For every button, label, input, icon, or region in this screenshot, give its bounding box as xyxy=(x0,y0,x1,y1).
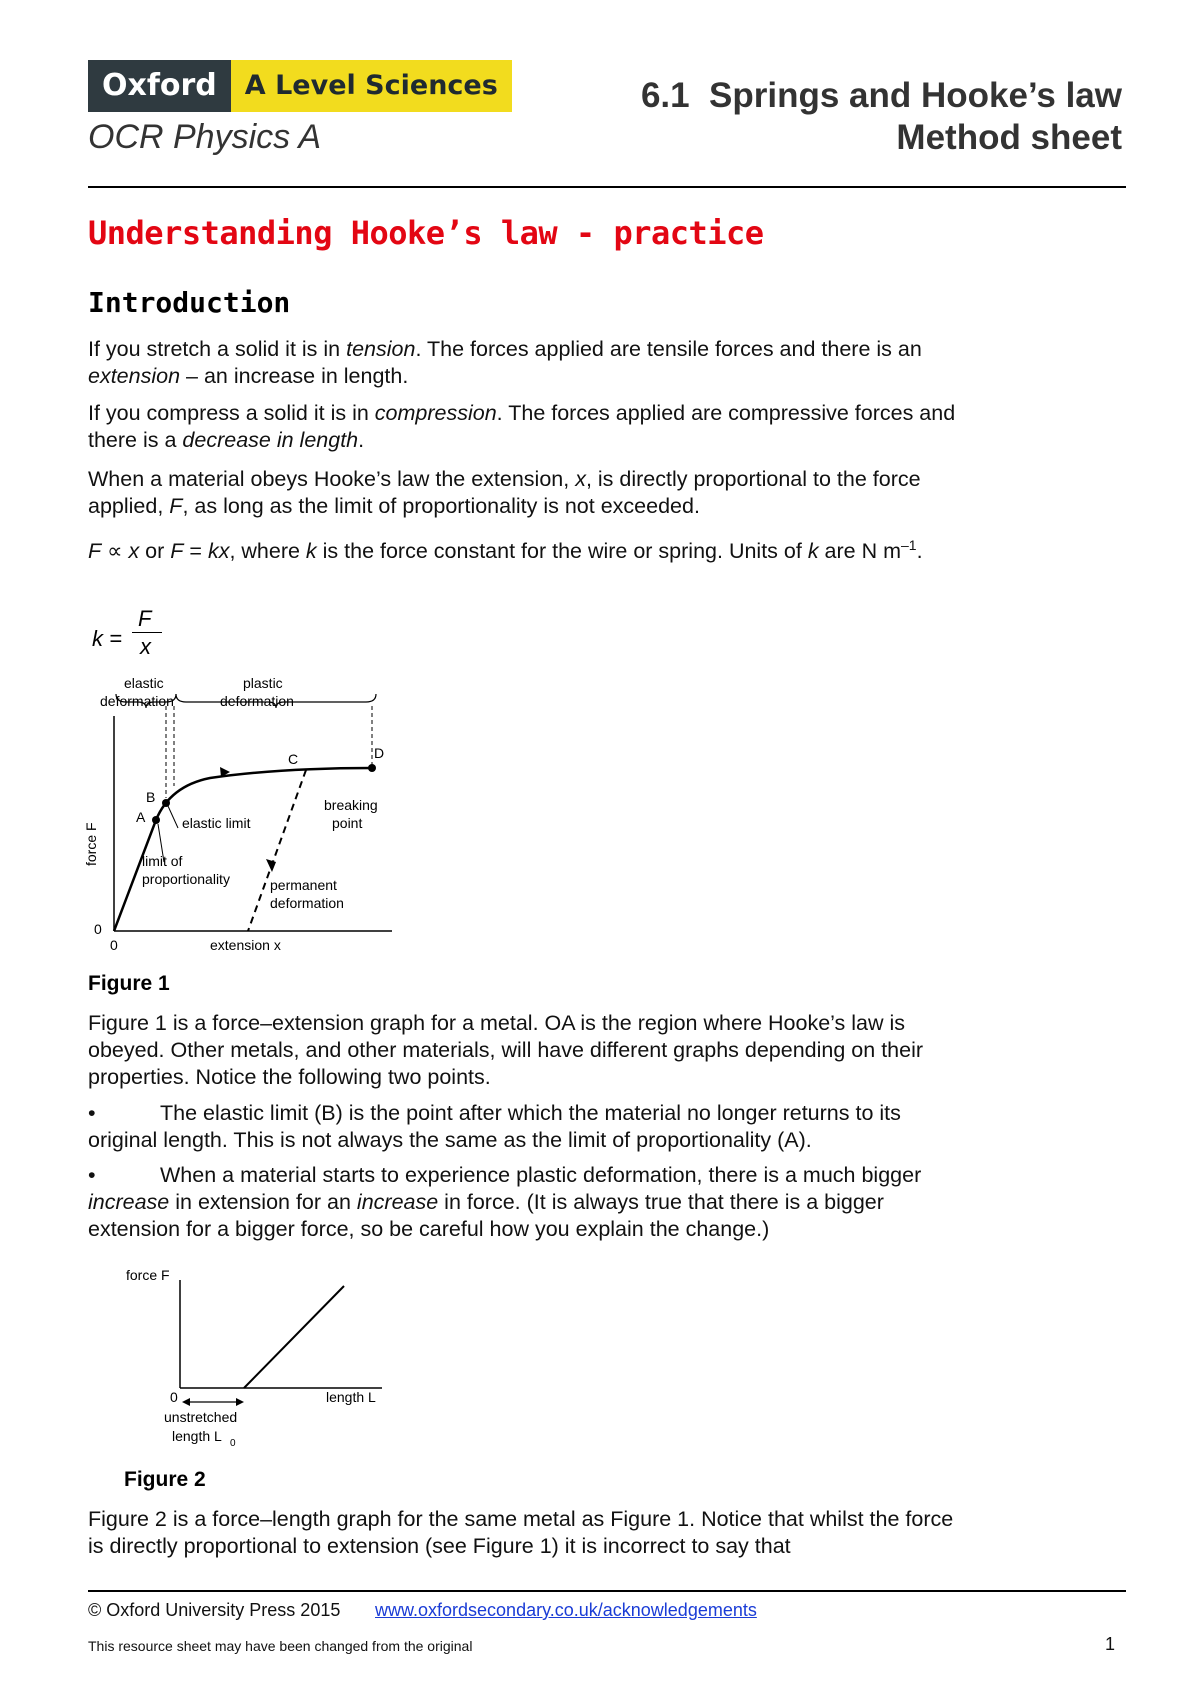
fig1-label-elastic: elastic xyxy=(124,676,164,691)
fig1-label-b: B xyxy=(146,789,156,805)
bullet-symbol: • xyxy=(88,1101,96,1125)
fig1-label-plastic: plastic xyxy=(243,676,283,691)
footer-rule xyxy=(88,1590,1126,1592)
fig1-origin-y: 0 xyxy=(94,921,102,937)
section-heading: Introduction xyxy=(88,286,291,319)
fraction-bar xyxy=(132,632,162,633)
fig1-label-limit1: limit of xyxy=(142,853,183,869)
fig1-label-limit2: proportionality xyxy=(142,871,230,887)
fig2-x-axis-label: length L xyxy=(326,1389,376,1405)
paragraph-figure1: Figure 1 is a force–extension graph for a metal. OA is the region where Hooke’s law is obeyed. Other metals, and other materials, will have different graphs depending on their properties. Notice the following two points. xyxy=(88,1011,924,1089)
paragraph-force-constant: F ∝ x or F = kx, where k is the force constant for the wire or spring. Units of k are N $m^{-1}$. xyxy=(88,537,923,564)
paragraph-hookes-law: When a material obeys Hooke’s law the extension, x, is directly proportional to the force applied, F, as long as the limit of proportionality is not exceeded. xyxy=(88,467,921,518)
paragraph-figure2: Figure 2 is a force–length graph for the same metal as Figure 1. Notice that whilst the force is directly proportional to extension (see Figure 1) it is incorrect to say that xyxy=(88,1507,954,1558)
fig1-leader-b xyxy=(168,806,178,828)
formula-numerator: F xyxy=(138,606,152,631)
fig1-label-c: C xyxy=(288,751,299,767)
fig1-label-elastic-def: deformation xyxy=(100,693,174,709)
fig2-y-axis-label: force F xyxy=(126,1267,170,1283)
bullet-plastic-deformation: • When a material starts to experience plastic deformation, there is a much bigger increase in extension for an increase in force. (It is always true that there is a bigger extension for a bigger force, so be careful how you explain the change.) xyxy=(88,1163,922,1241)
brand-oxford: Oxford xyxy=(88,60,231,112)
bullet-symbol: • xyxy=(88,1163,96,1187)
fig1-label-perm1: permanent xyxy=(270,877,337,893)
footer-copyright: © Oxford University Press 2015 xyxy=(88,1600,341,1620)
fig1-label-d: D xyxy=(374,745,385,761)
topic-title: 6.1 Springs and Hooke’s law xyxy=(640,76,1122,115)
fig2-arrowhead-left xyxy=(182,1398,190,1406)
page-heading: Understanding Hooke’s law - practice xyxy=(88,214,764,252)
fig1-arrowhead-unload xyxy=(266,859,276,872)
figure2-caption: Figure 2 xyxy=(124,1468,206,1491)
footer-note: This resource sheet may have been changed from the original xyxy=(88,1638,473,1654)
brand-series: A Level Sciences xyxy=(231,60,512,112)
bullet-elastic-limit: • The elastic limit (B) is the point after which the material no longer returns to its original length. This is not always the same as the limit of proportionality (A). xyxy=(88,1101,901,1152)
fig2-line xyxy=(244,1286,344,1388)
fig1-label-breaking2: point xyxy=(332,815,363,831)
fig1-y-axis-label: force F xyxy=(83,822,99,866)
figure1-caption: Figure 1 xyxy=(88,972,170,995)
formula-denominator: x xyxy=(140,634,151,659)
figure2-graph xyxy=(120,1256,400,1456)
fig1-x-axis-label: extension x xyxy=(210,937,281,953)
fig1-origin-x: 0 xyxy=(110,937,118,953)
fig1-label-plastic-def: deformation xyxy=(220,693,294,709)
header-rule xyxy=(88,186,1126,188)
paragraph-tension: If you stretch a solid it is in tension. The forces applied are tensile forces and there is an extension – an increase in length. xyxy=(88,337,922,388)
fig2-label-subscript: 0 xyxy=(230,1438,236,1449)
footer-link[interactable]: www.oxfordsecondary.co.uk/acknowledgements xyxy=(375,1600,757,1620)
fig1-point-a xyxy=(152,816,160,824)
fig1-label-perm2: deformation xyxy=(270,895,344,911)
fig2-origin: 0 xyxy=(170,1389,178,1405)
fig1-point-b xyxy=(162,799,170,807)
brand-logo xyxy=(88,60,512,112)
paragraph-compression: If you compress a solid it is in compression. The forces applied are compressive forces and there is a decrease in length. xyxy=(88,401,956,452)
fig2-label-unstretched: unstretched xyxy=(164,1409,238,1425)
course-name: OCR Physics A xyxy=(88,118,322,156)
fig1-label-a: A xyxy=(136,809,146,825)
fig1-label-elastic-limit: elastic limit xyxy=(182,815,251,831)
figure1-graph xyxy=(80,676,410,966)
page-number: 1 xyxy=(1104,1634,1115,1654)
fig2-arrowhead-right xyxy=(236,1398,244,1406)
fig1-point-d xyxy=(368,764,376,772)
sheet-type: Method sheet xyxy=(896,118,1122,157)
formula-lhs: k = xyxy=(92,626,122,651)
fig2-label-length: length L xyxy=(172,1428,222,1444)
fig1-label-breaking1: breaking xyxy=(324,797,378,813)
